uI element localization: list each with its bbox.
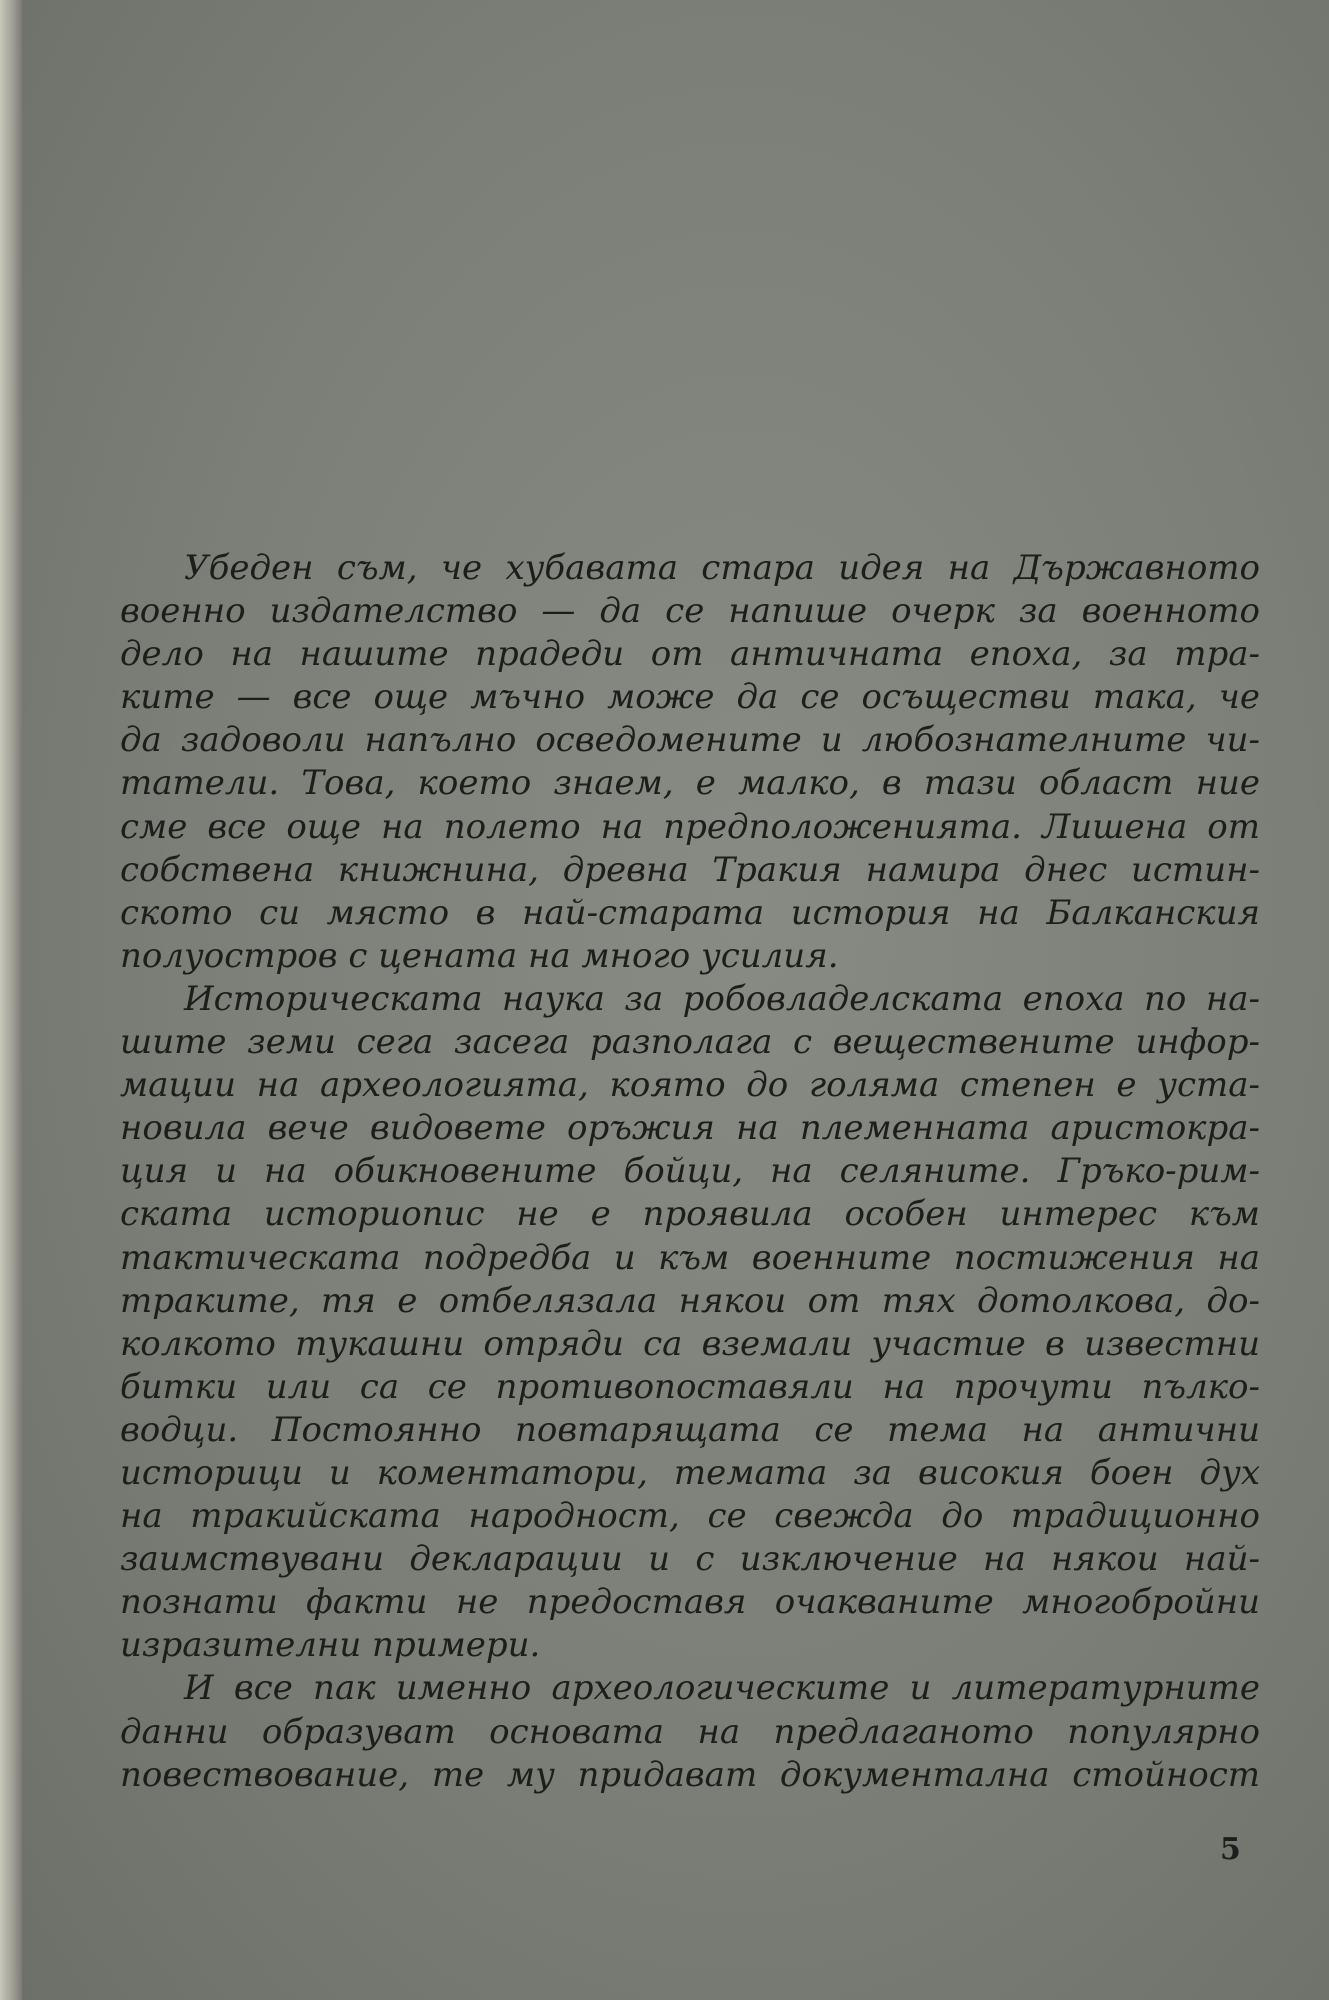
text-line: водци. Постоянно повтарящата се тема на антични xyxy=(120,1409,1260,1450)
text-line: татели. Това, което знаем, е малко, в тази област ние xyxy=(120,763,1260,804)
page-number: 5 xyxy=(1220,1832,1241,1867)
text-line: изразителни примери. xyxy=(120,1625,541,1666)
text-line: полуостров с цената на много усилия. xyxy=(120,935,839,976)
text-line: ското си място в най-старата история на Балканския xyxy=(120,892,1260,933)
text-line: повествование, те му придават документална стойност xyxy=(120,1754,1260,1795)
text-line: шите земи сега засега разполага с веществените инфор- xyxy=(120,1022,1260,1063)
text-line: новила вече видовете оръжия на племенната аристокра- xyxy=(120,1108,1260,1149)
text-line: И все пак именно археологическите и литературните xyxy=(184,1668,1260,1709)
page-edge xyxy=(0,0,22,2000)
text-line: ките — все още мъчно може да се осъществи така, че xyxy=(120,677,1260,718)
text-line: траките, тя е отбелязала някои от тях дотолкова, до- xyxy=(120,1280,1260,1321)
text-line: историци и коментатори, темата за високия боен дух xyxy=(120,1452,1260,1493)
text-line: дело на нашите прадеди от античната епоха, за тра- xyxy=(120,634,1260,675)
text-line: Историческата наука за робовладелската епоха по на- xyxy=(184,978,1260,1019)
text-line: битки или са се противопоставяли на прочути пълко- xyxy=(120,1366,1260,1407)
text-line: да задоволи напълно осведомените и любознателните чи- xyxy=(120,720,1260,761)
text-line: заимствувани декларации и с изключение на някои най- xyxy=(120,1539,1260,1580)
text-line: ската историопис не е проявила особен интерес към xyxy=(120,1194,1260,1235)
text-line: данни образуват основата на предлаганото популярно xyxy=(120,1711,1260,1752)
text-line: Убеден съм, че хубавата стара идея на Държавното xyxy=(184,548,1260,588)
text-line: военно издателство — да се напише очерк за военното xyxy=(120,591,1260,632)
text-line: тактическата подредба и към военните постижения на xyxy=(120,1237,1260,1278)
text-line: собствена книжнина, древна Тракия намира днес истин- xyxy=(120,849,1260,890)
text-line: сме все още на полето на предположенията. Лишена от xyxy=(120,806,1260,847)
text-line: на тракийската народност, се свежда до традиционно xyxy=(120,1496,1260,1537)
text-line: мации на археологията, която до голяма степен е уста- xyxy=(120,1065,1260,1106)
body-text xyxy=(120,547,1260,1797)
book-page xyxy=(22,0,1329,2000)
text-line: колкото тукашни отряди са вземали участие в известни xyxy=(120,1323,1260,1364)
text-line: ция и на обикновените бойци, на селяните. Гръко-рим- xyxy=(120,1151,1260,1192)
text-line: познати факти не предоставя очакваните многобройни xyxy=(120,1582,1260,1623)
